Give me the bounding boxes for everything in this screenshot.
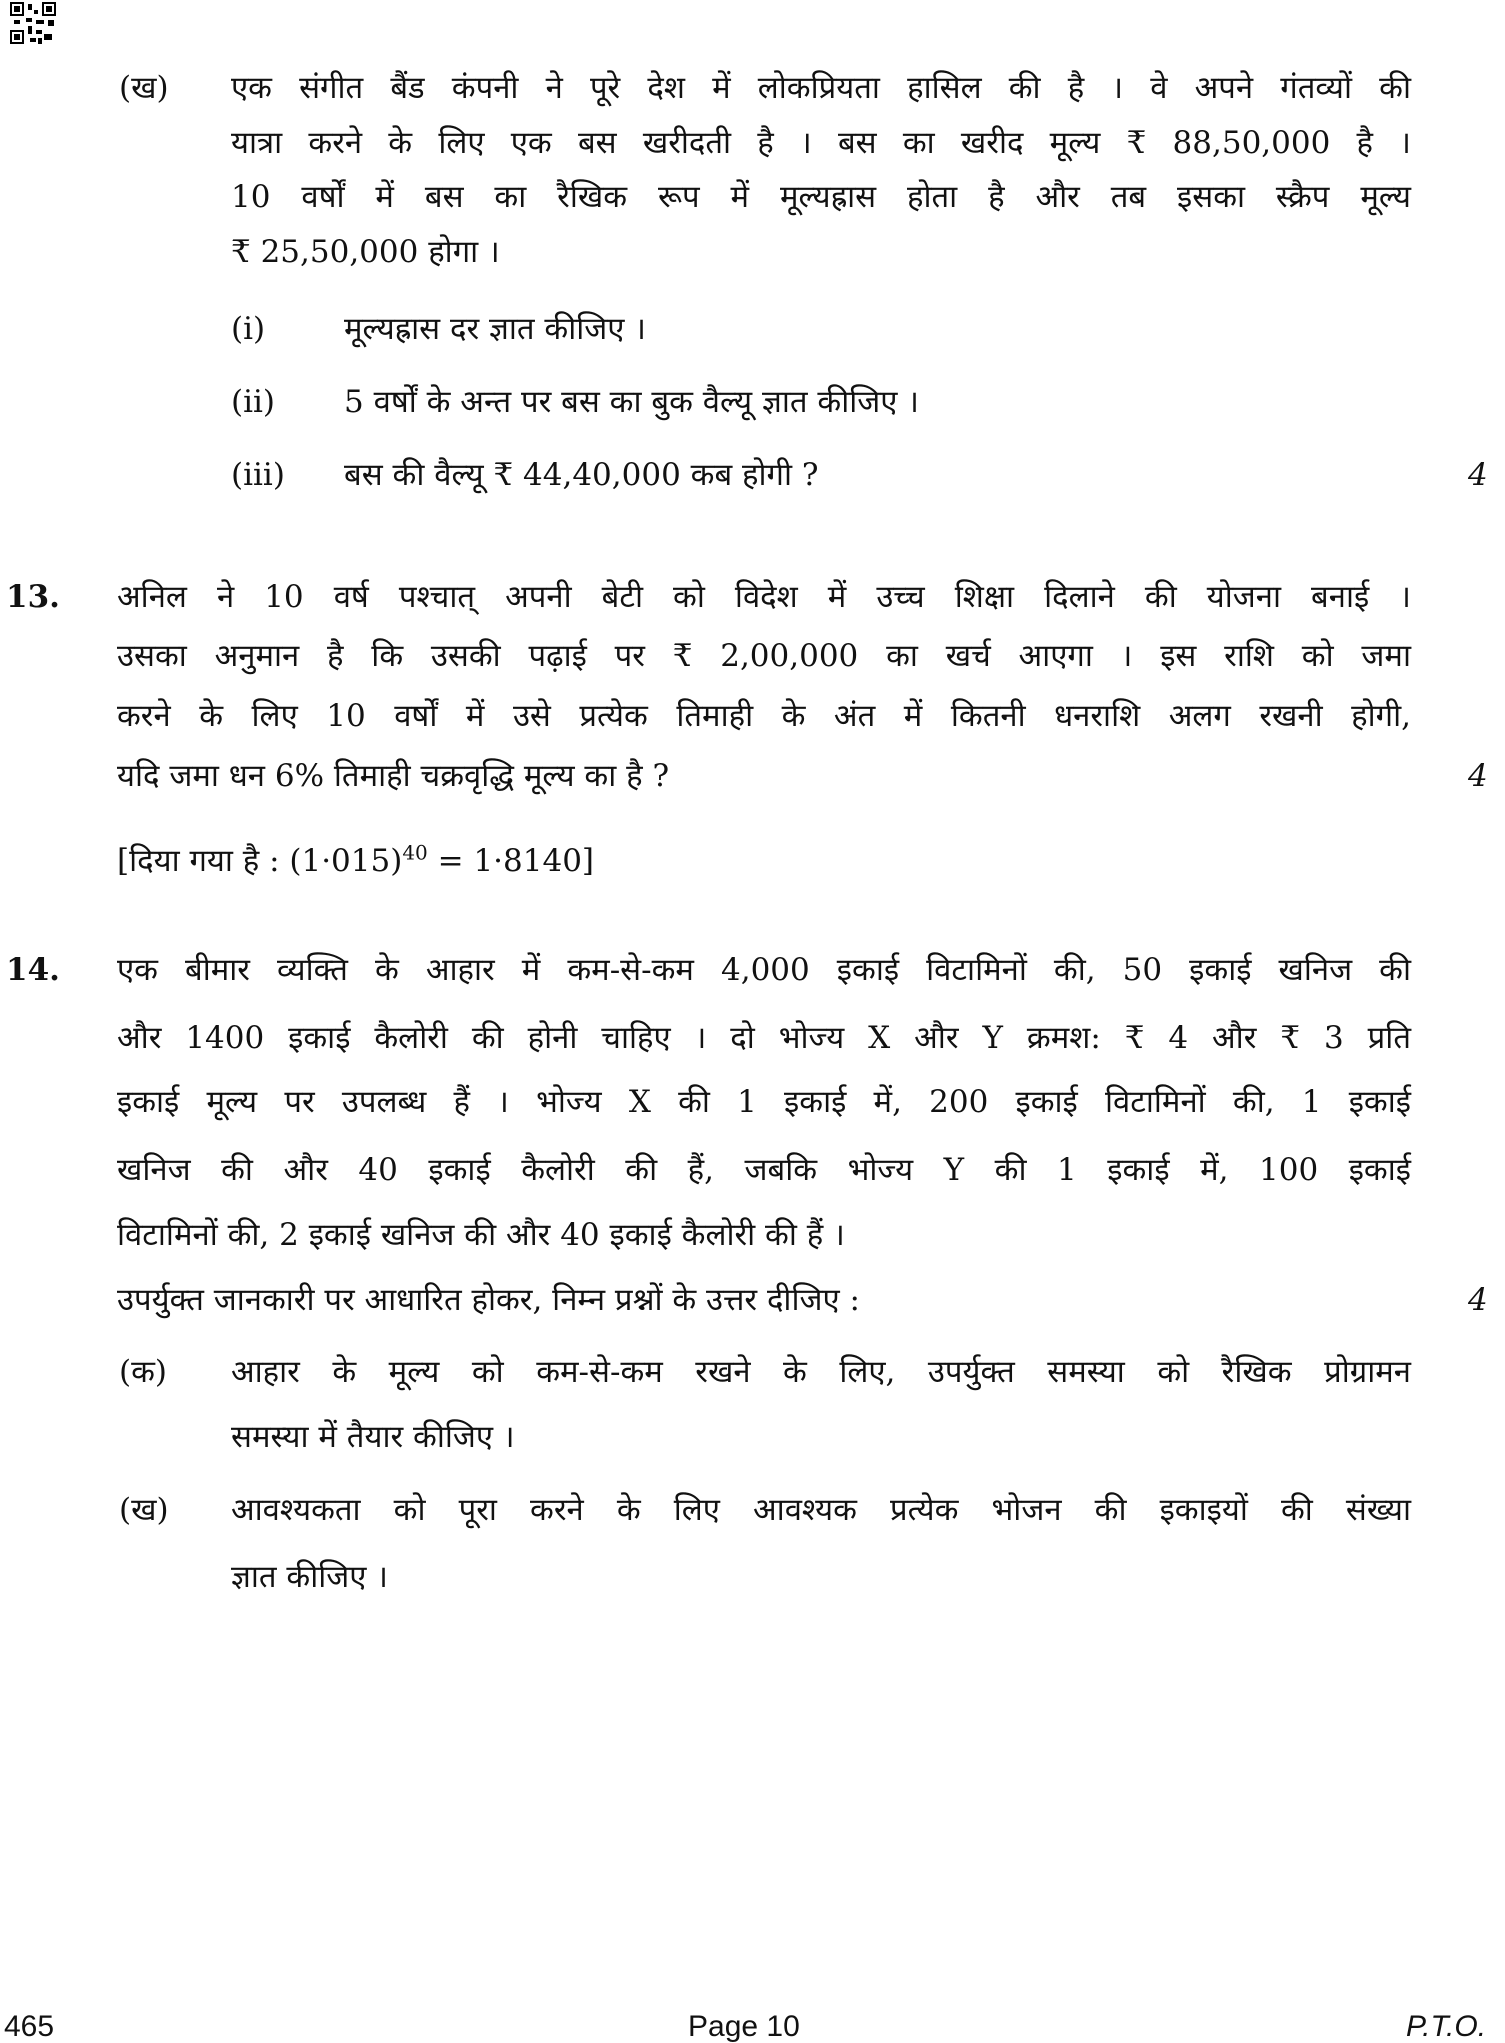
q12b-line: यात्रा करने के लिए एक बस खरीदती है । बस का खरीद मूल्य ₹ 88,50,000 है । bbox=[231, 125, 1411, 161]
q14-part-line: ज्ञात कीजिए । bbox=[231, 1559, 389, 1595]
page-number: Page 10 bbox=[688, 2010, 800, 2043]
q13-marks: 4 bbox=[1468, 758, 1488, 794]
given-suffix: = 1·8140] bbox=[427, 843, 595, 879]
q12b-part-text: मूल्यह्रास दर ज्ञात कीजिए । bbox=[344, 311, 647, 347]
q12b-marks: 4 bbox=[1468, 457, 1488, 493]
q14-part-line: समस्या में तैयार कीजिए । bbox=[231, 1419, 515, 1455]
q14-part-label: (क) bbox=[119, 1354, 167, 1390]
q14-number: 14. bbox=[6, 952, 60, 988]
q14-line: और 1400 इकाई कैलोरी की होनी चाहिए । दो भोज्य X और Y क्रमश: ₹ 4 और ₹ 3 प्रति bbox=[117, 1020, 1411, 1056]
q12b-part-text: बस की वैल्यू ₹ 44,40,000 कब होगी ? bbox=[344, 457, 819, 493]
given-exponent: 40 bbox=[402, 840, 428, 865]
q14-line: विटामिनों की, 2 इकाई खनिज की और 40 इकाई कैलोरी की हैं । bbox=[117, 1217, 845, 1253]
q13-line: यदि जमा धन 6% तिमाही चक्रवृद्धि मूल्य का है ? bbox=[117, 758, 670, 794]
pto-label: P.T.O. bbox=[1406, 2010, 1487, 2043]
qr-code-icon bbox=[10, 2, 56, 44]
given-prefix: [दिया गया है : (1·015) bbox=[117, 843, 403, 879]
q14-line: इकाई मूल्य पर उपलब्ध हैं । भोज्य X की 1 इकाई में, 200 इकाई विटामिनों की, 1 इकाई bbox=[117, 1084, 1411, 1120]
q12b-part-label: (ii) bbox=[231, 384, 276, 420]
q14-line: उपर्युक्त जानकारी पर आधारित होकर, निम्न प्रश्नों के उत्तर दीजिए : bbox=[117, 1282, 860, 1318]
q13-line: करने के लिए 10 वर्षों में उसे प्रत्येक तिमाही के अंत में कितनी धनराशि अलग रखनी होगी, bbox=[117, 698, 1411, 734]
q14-part-line: आवश्यकता को पूरा करने के लिए आवश्यक प्रत्येक भोजन की इकाइयों की संख्या bbox=[231, 1492, 1411, 1528]
q14-part-line: आहार के मूल्य को कम-से-कम रखने के लिए, उपर्युक्त समस्या को रैखिक प्रोग्रामन bbox=[231, 1354, 1411, 1390]
q12b-part-text: 5 वर्षों के अन्त पर बस का बुक वैल्यू ज्ञात कीजिए । bbox=[344, 384, 920, 420]
q13-given bbox=[117, 841, 594, 881]
q12b-part-label: (i) bbox=[231, 311, 266, 347]
q14-part-label: (ख) bbox=[119, 1492, 169, 1528]
paper-code: 465 bbox=[4, 2010, 55, 2043]
q14-marks: 4 bbox=[1468, 1282, 1488, 1318]
q12b-part-label: (iii) bbox=[231, 457, 285, 493]
q12b-line: ₹ 25,50,000 होगा । bbox=[231, 234, 500, 270]
q12b-line: 10 वर्षों में बस का रैखिक रूप में मूल्यह्रास होता है और तब इसका स्क्रैप मूल्य bbox=[231, 179, 1411, 215]
q14-line: खनिज की और 40 इकाई कैलोरी की हैं, जबकि भोज्य Y की 1 इकाई में, 100 इकाई bbox=[117, 1152, 1411, 1188]
q13-line: अनिल ने 10 वर्ष पश्चात् अपनी बेटी को विदेश में उच्च शिक्षा दिलाने की योजना बनाई । bbox=[117, 579, 1411, 615]
q14-line: एक बीमार व्यक्ति के आहार में कम-से-कम 4,000 इकाई विटामिनों की, 50 इकाई खनिज की bbox=[117, 952, 1411, 988]
q13-number: 13. bbox=[6, 579, 60, 615]
q12b-line: एक संगीत बैंड कंपनी ने पूरे देश में लोकप्रियता हासिल की है । वे अपने गंतव्यों की bbox=[231, 70, 1411, 106]
q13-line: उसका अनुमान है कि उसकी पढ़ाई पर ₹ 2,00,000 का खर्च आएगा । इस राशि को जमा bbox=[117, 638, 1411, 674]
q12b-label: (ख) bbox=[119, 70, 169, 106]
